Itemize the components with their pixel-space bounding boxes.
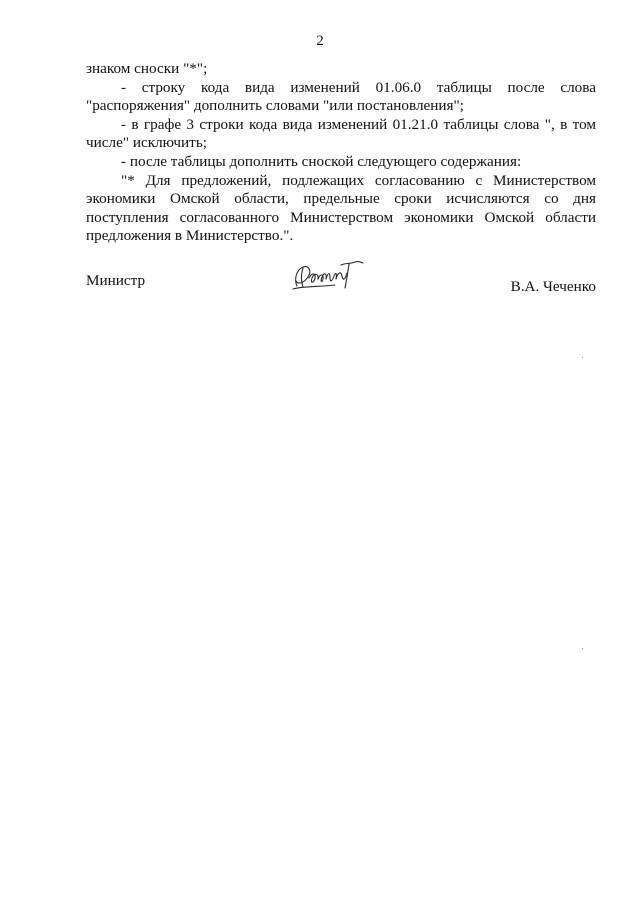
text-line: числе" исключить; [86,134,207,152]
page-number: 2 [316,33,324,49]
text-line: предложения в Министерство.". [86,227,294,245]
paragraph-footnote-text [86,172,596,246]
paragraph-row-01-21-0 [86,116,596,153]
text-line: - строку кода вида изменений 01.06.0 таблицы после слова [121,78,596,96]
text-line: поступления согласованного Министерством экономики Омской области [86,208,596,226]
scan-speck [582,357,583,358]
document-body [86,60,596,246]
handwritten-signature [289,258,367,294]
text-line: знаком сноски "*"; [86,60,208,77]
text-line: "* Для предложений, подлежащих согласованию с Министерством [121,171,596,189]
signatory-name: В.А. Чеченко [510,278,596,295]
text-line: экономики Омской области, предельные сроки исчисляются со дня [86,190,596,208]
text-line: "распоряжения" дополнить словами "или постановления"; [86,97,464,115]
paragraph-add-footnote [86,153,596,172]
paragraph-row-01-06-0 [86,79,596,116]
signatory-position: Министр [86,272,146,289]
scan-speck [582,648,583,649]
signature-block [86,258,596,308]
text-line: - в графе 3 строки кода вида изменений 01.21.0 таблицы слова ", в том [121,115,596,133]
text-line: - после таблицы дополнить сноской следующего содержания: [121,152,522,170]
paragraph-footnote-mark-end [86,60,596,79]
